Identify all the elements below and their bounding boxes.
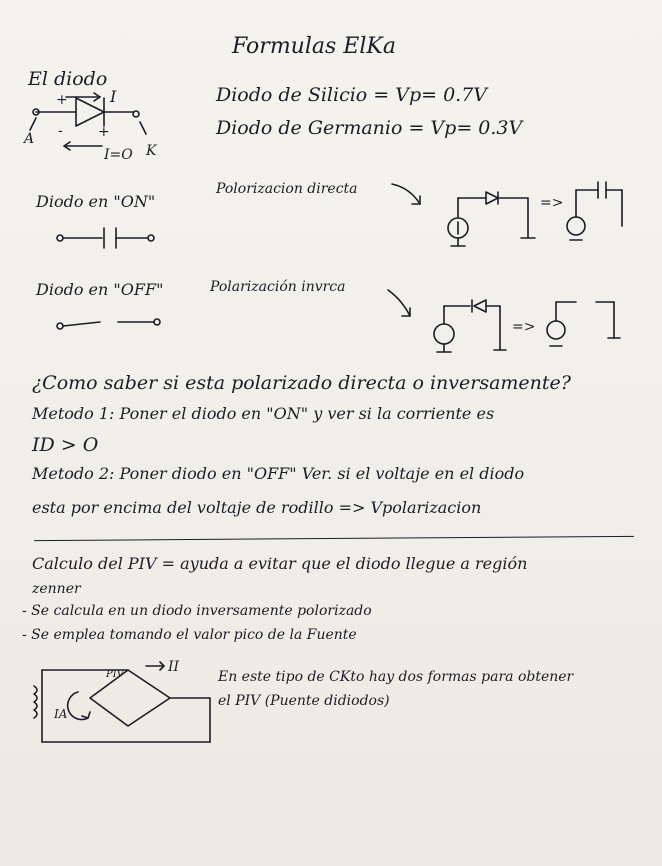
method1-line1: Metodo 1: Poner el diodo en "ON" y ver si la corriente es [32, 404, 495, 423]
polarizacion-directa: Polorizacion directa [216, 181, 358, 197]
diodo-off-label: Diodo en "OFF" [36, 280, 164, 299]
piv-bullet-2: - Se emplea tomando el valor pico de la Fuente [22, 627, 357, 643]
bridge-note-line2: el PIV (Puente didiodos) [218, 693, 390, 709]
diodo-current-label: I [110, 87, 117, 106]
bridge-rectifier-sketch [34, 659, 210, 742]
cathode-label: K [146, 143, 157, 159]
piv-line2: zenner [32, 581, 81, 597]
diodo-plus-top: + [56, 92, 68, 108]
off-arrow [388, 290, 410, 316]
forward-bias-equivalent [567, 182, 622, 240]
bridge-current-ii: II [168, 659, 180, 675]
closed-switch-icon [57, 228, 154, 248]
diodo-minus: - [58, 123, 63, 139]
bridge-current-i: IA [54, 707, 68, 721]
anode-label: A [24, 131, 35, 147]
silicon-formula: Diodo de Silicio = Vp= 0.7V [216, 84, 488, 106]
off-equivalence: => [512, 319, 536, 335]
reverse-current-label: I=O [104, 147, 133, 163]
germanium-formula: Diodo de Germanio = Vp= 0.3V [216, 117, 523, 139]
diodo-plus-bottom: + [98, 124, 110, 140]
bridge-note-line1: En este tipo de CKto hay dos formas para obtener [218, 669, 574, 685]
page-title: Formulas ElKa [232, 34, 396, 59]
on-equivalence: => [540, 195, 564, 211]
on-arrow [392, 184, 420, 204]
piv-bullet-1: - Se calcula en un diodo inversamente polorizado [22, 603, 372, 619]
bridge-piv-label: PIV [106, 669, 124, 680]
reverse-bias-circuit [434, 300, 506, 352]
polarizacion-inversa: Polarización invrca [210, 279, 346, 295]
method2-line2: esta por encima del voltaje de rodillo => Vpolarizacion [32, 498, 482, 517]
method2-line1: Metodo 2: Poner diodo en "OFF" Ver. si el voltaje en el diodo [32, 464, 525, 483]
forward-bias-circuit [448, 192, 535, 246]
open-switch-icon [57, 319, 160, 329]
reverse-bias-equivalent [547, 302, 620, 346]
question-text: ¿Como saber si esta polarizado directa o inversamente? [32, 372, 571, 394]
method1-line2: ID > O [32, 434, 99, 456]
diodo-on-label: Diodo en "ON" [36, 192, 156, 211]
piv-line1: Calculo del PIV = ayuda a evitar que el diodo llegue a región [32, 554, 528, 573]
diode-symbol [30, 93, 146, 150]
diodo-label: El diodo [28, 68, 108, 90]
